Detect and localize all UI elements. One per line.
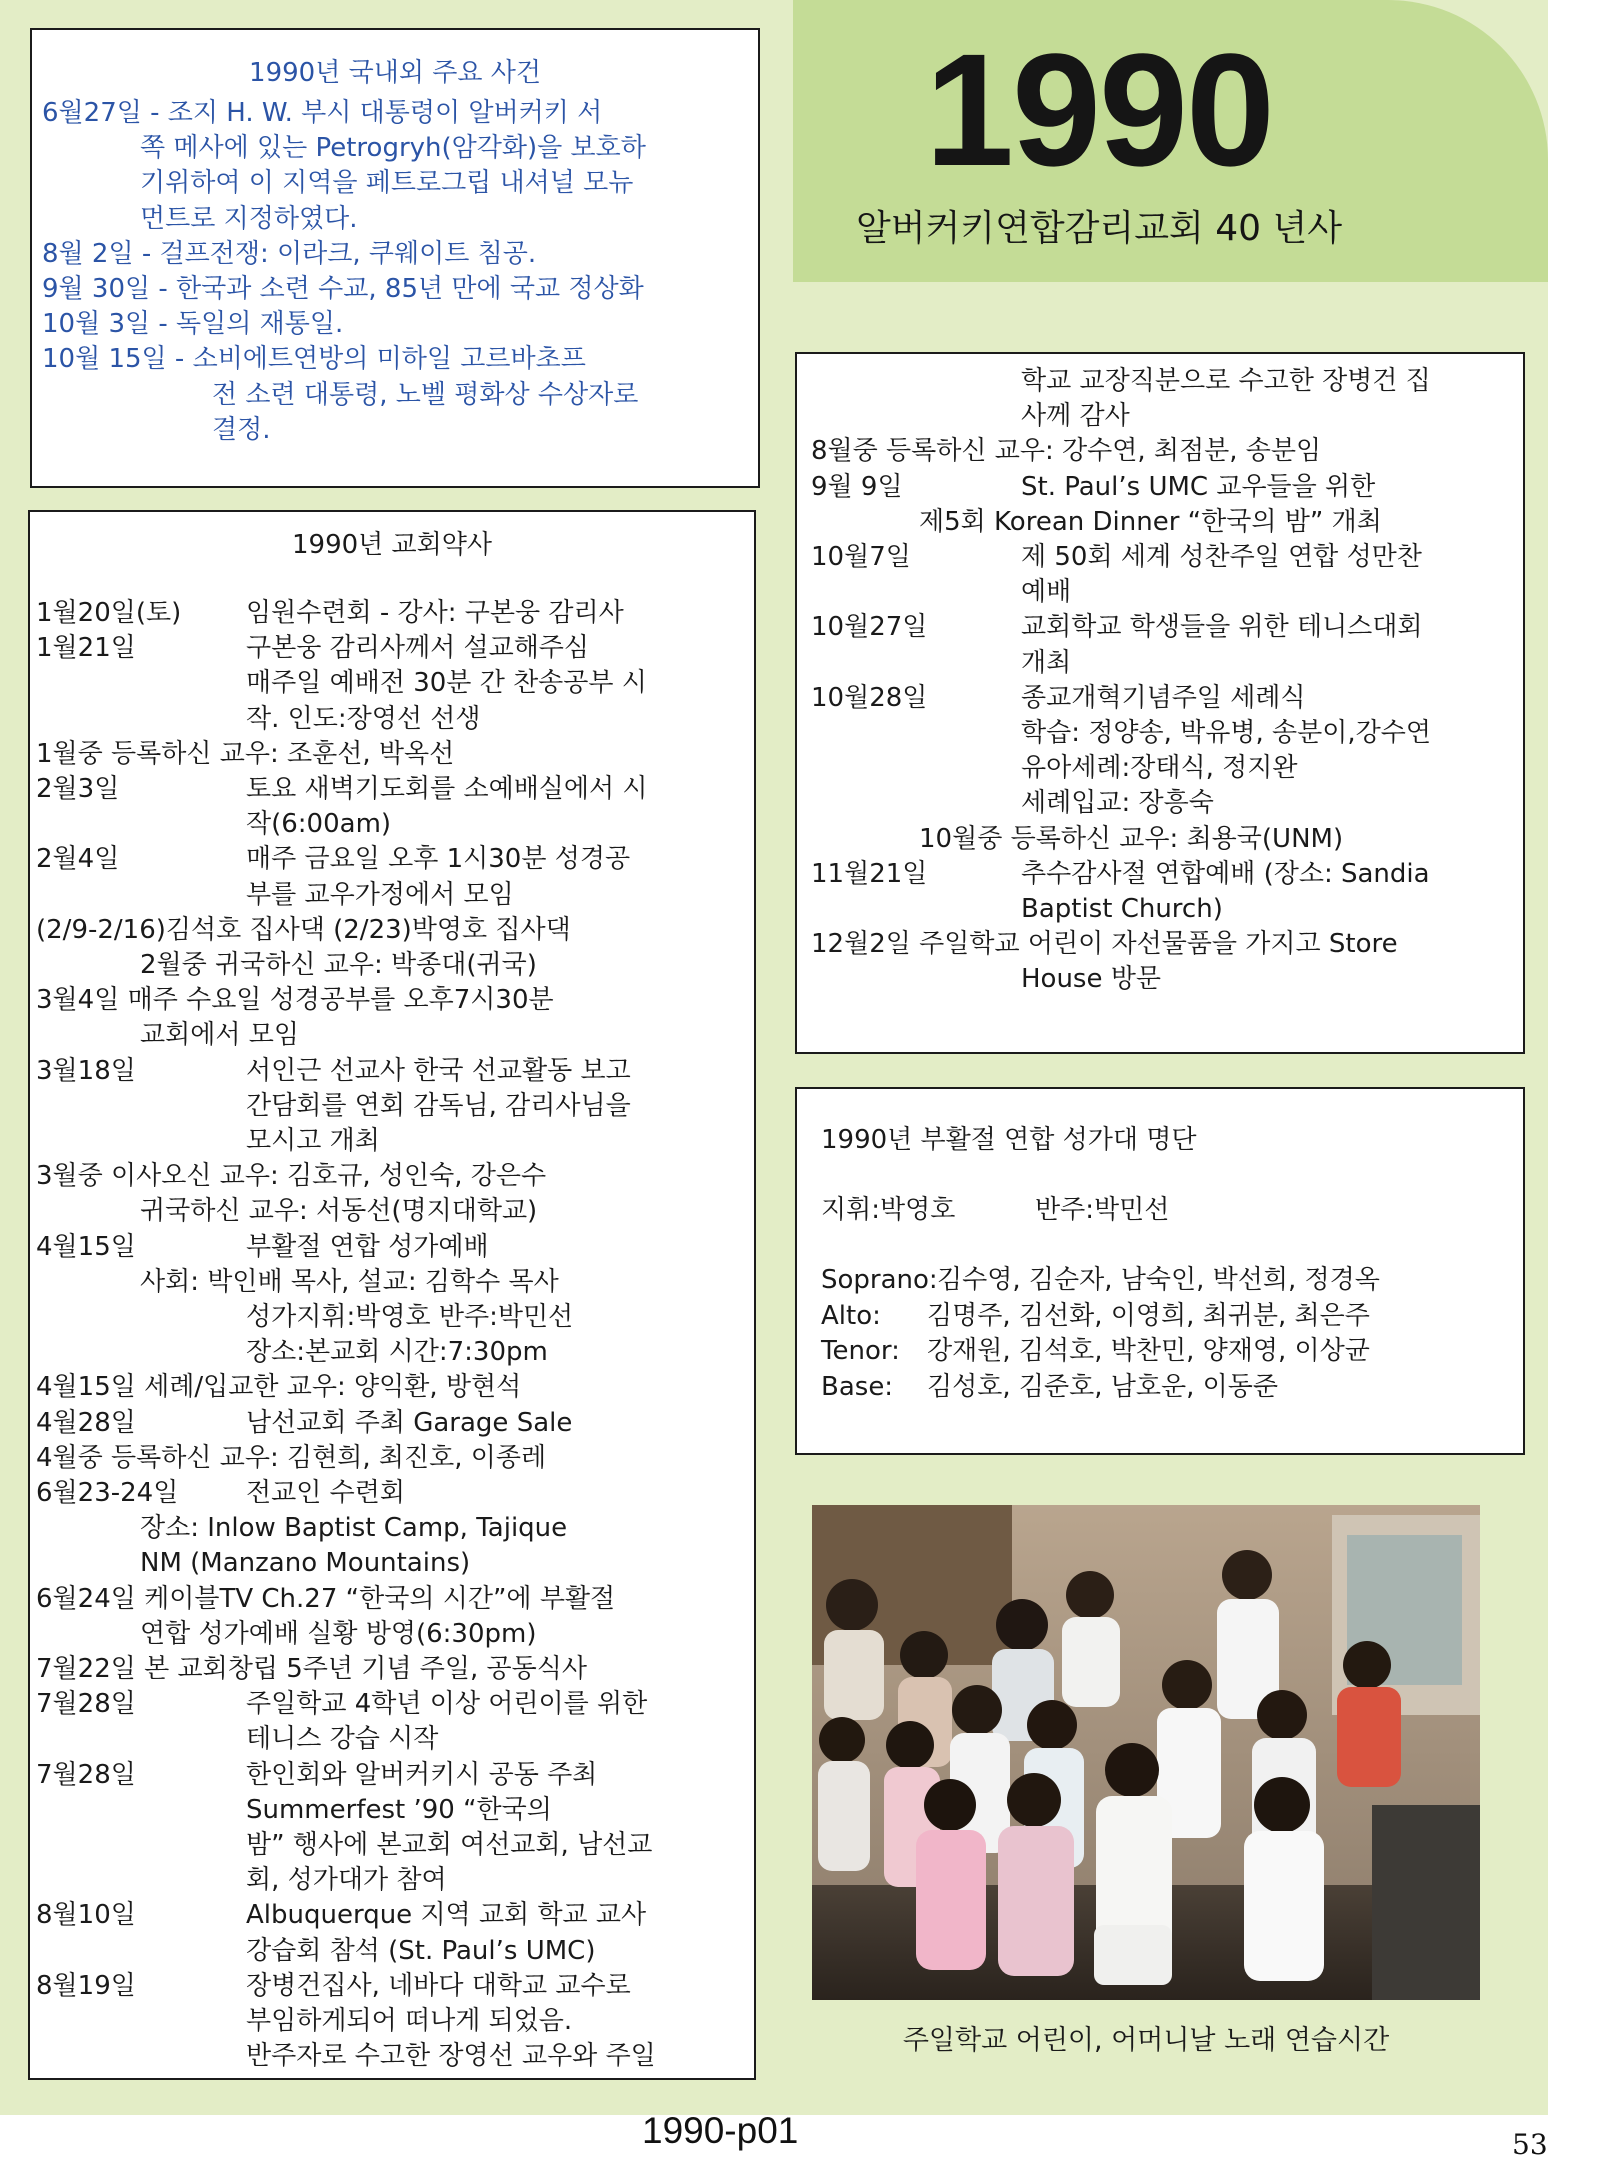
history-entry: Summerfest ’90 “한국의 xyxy=(246,1794,552,1825)
history-date: 11월21일 xyxy=(811,858,928,889)
history-entry: 학교 교장직분으로 수고한 장병건 집 xyxy=(1021,366,1431,396)
choir-title: 1990년 부활절 연합 성가대 명단 xyxy=(821,1125,1197,1155)
history-entry: 개최 xyxy=(1021,647,1072,678)
history-entry: Albuquerque 지역 교회 학교 교사 xyxy=(246,1900,647,1931)
world-event-line: 전 소련 대통령, 노벨 평화상 수상자로 xyxy=(212,379,639,410)
history-date: 7월28일 xyxy=(36,1759,136,1790)
choir-part-name: Tenor: xyxy=(821,1336,900,1366)
choir-conductor: 지휘:박영호 xyxy=(821,1195,956,1225)
history-date: 12월2일 주일학교 어린이 자선물품을 가지고 Store xyxy=(811,929,1398,960)
history-date: 4월중 등록하신 교우: 김현희, 최진호, 이종레 xyxy=(36,1442,547,1473)
world-event-line: 먼트로 지정하였다. xyxy=(140,203,358,234)
history-date: 3월18일 xyxy=(36,1055,136,1086)
history-entry: 유아세례:장태식, 정지완 xyxy=(1021,753,1298,784)
history-entry: 매주 금요일 오후 1시30분 성경공 xyxy=(246,844,631,875)
history-entry: 세례입교: 장흥숙 xyxy=(1021,788,1214,819)
history-entry: 구본웅 감리사께서 설교해주심 xyxy=(246,633,590,664)
history-entry: 한인회와 알버커키시 공동 주최 xyxy=(246,1759,598,1790)
history-date: 8월19일 xyxy=(36,1970,136,2001)
history-entry: 부활절 연합 성가예배 xyxy=(246,1231,489,1262)
choir-part-members: 강재원, 김석호, 박찬민, 양재영, 이상균 xyxy=(927,1336,1370,1366)
history-entry: 작. 인도:장영선 선생 xyxy=(246,703,481,734)
church-history-title: 1990년 교회약사 xyxy=(291,530,492,560)
history-date: 2월4일 xyxy=(36,844,120,875)
history-date: 1월21일 xyxy=(36,633,136,664)
world-event-line: 10월 15일 - 소비에트연방의 미하일 고르바초프 xyxy=(42,344,586,375)
history-entry: 남선교회 주최 Garage Sale xyxy=(246,1407,573,1438)
history-entry: 작(6:00am) xyxy=(246,809,392,840)
world-event-line: 6월27일 - 조지 H. W. 부시 대통령이 알버커키 서 xyxy=(42,98,603,128)
history-subtitle: 알버커키연합감리교회 40 년사 xyxy=(855,208,1342,249)
photo-caption: 주일학교 어린이, 어머니날 노래 연습시간 xyxy=(902,2025,1390,2056)
history-date: 3월4일 매주 수요일 성경공부를 오후7시30분 xyxy=(36,985,554,1016)
history-date: 4월15일 xyxy=(36,1231,136,1262)
world-events-title: 1990년 국내외 주요 사건 xyxy=(249,58,541,88)
history-entry: 간담회를 연회 감독님, 감리사님을 xyxy=(246,1090,631,1121)
history-entry: 사께 감사 xyxy=(1021,401,1130,432)
history-entry: 토요 새벽기도회를 소예배실에서 시 xyxy=(246,774,648,804)
history-entry: 학습: 정양송, 박유병, 송분이,강수연 xyxy=(1021,718,1431,748)
history-date: 6월24일 케이블TV Ch.27 “한국의 시간”에 부활절 xyxy=(36,1583,616,1614)
history-entry: 강습회 참석 (St. Paul’s UMC) xyxy=(246,1935,596,1966)
world-event-line: 쪽 메사에 있는 Petrogryh(암각화)을 보호하 xyxy=(140,133,646,164)
choir-part-members: 김성호, 김준호, 남호운, 이동준 xyxy=(927,1371,1278,1402)
history-entry: 장소:본교회 시간:7:30pm xyxy=(246,1337,548,1368)
history-entry: 전교인 수련회 xyxy=(246,1478,405,1508)
history-entry: House 방문 xyxy=(1021,964,1161,995)
history-date: 10월중 등록하신 교우: 최용국(UNM) xyxy=(919,823,1344,854)
history-entry: 서인근 선교사 한국 선교활동 보고 xyxy=(246,1055,631,1086)
choir-part-name: Alto: xyxy=(821,1300,881,1331)
page-label: 1990-p01 xyxy=(642,2110,799,2151)
history-entry: 추수감사절 연합예배 (장소: Sandia xyxy=(1021,858,1430,889)
history-date: 8월중 등록하신 교우: 강수연, 최점분, 송분임 xyxy=(811,436,1322,467)
history-entry: Baptist Church) xyxy=(1021,894,1223,924)
page-number: 53 xyxy=(1512,2128,1548,2161)
choir-part-name: Base: xyxy=(821,1371,894,1402)
church-history-cont-box xyxy=(795,352,1525,1054)
choir-part-name: Soprano: xyxy=(821,1265,938,1295)
history-date: 2월중 귀국하신 교우: 박종대(귀국) xyxy=(140,950,537,980)
history-date: NM (Manzano Mountains) xyxy=(140,1548,471,1579)
history-entry: 부임하게되어 떠나게 되었음. xyxy=(246,2006,573,2036)
history-entry: 테니스 강습 시작 xyxy=(246,1724,439,1755)
history-date: 8월10일 xyxy=(36,1900,136,1931)
history-date: 사회: 박인배 목사, 설교: 김학수 목사 xyxy=(140,1266,559,1297)
history-date: 1월중 등록하신 교우: 조훈선, 박옥선 xyxy=(36,738,455,769)
church-history-box xyxy=(28,510,756,2080)
year-title: 1990 xyxy=(925,20,1273,199)
history-entry: St. Paul’s UMC 교우들을 위한 xyxy=(1021,471,1376,502)
history-date: 장소: Inlow Baptist Camp, Tajique xyxy=(140,1513,568,1544)
history-date: 10월7일 xyxy=(811,542,911,572)
history-date: 7월28일 xyxy=(36,1689,136,1720)
history-date: 연합 성가예배 실황 방영(6:30pm) xyxy=(140,1618,537,1649)
sunday-school-photo xyxy=(812,1505,1480,2000)
history-date: (2/9-2/16)김석호 집사댁 (2/23)박영호 집사댁 xyxy=(36,914,571,945)
history-date: 7월22일 본 교회창립 5주년 기념 주일, 공동식사 xyxy=(36,1654,587,1684)
world-event-line: 10월 3일 - 독일의 재통일. xyxy=(42,309,344,340)
history-entry: 회, 성가대가 참여 xyxy=(246,1865,447,1896)
history-date: 6월23-24일 xyxy=(36,1478,179,1508)
history-date: 제5회 Korean Dinner “한국의 밤” 개최 xyxy=(919,506,1382,537)
history-entry: 예배 xyxy=(1021,577,1072,608)
history-date: 4월15일 세례/입교한 교우: 양익환, 방현석 xyxy=(36,1372,522,1403)
history-date: 2월3일 xyxy=(36,774,120,804)
choir-part-members: 김명주, 김선화, 이영희, 최귀분, 최은주 xyxy=(927,1300,1370,1331)
choir-accompanist: 반주:박민선 xyxy=(1035,1195,1170,1225)
world-event-line: 8월 2일 - 걸프전쟁: 이라크, 쿠웨이트 침공. xyxy=(42,238,537,269)
history-date: 10월28일 xyxy=(811,682,928,713)
world-event-line: 9월 30일 - 한국과 소련 수교, 85년 만에 국교 정상화 xyxy=(42,274,644,304)
history-entry: 모시고 개최 xyxy=(246,1126,380,1156)
history-date: 3월중 이사오신 교우: 김호규, 성인숙, 강은수 xyxy=(36,1161,547,1192)
history-entry: 제 50회 세계 성찬주일 연합 성만찬 xyxy=(1021,542,1422,572)
history-date: 10월27일 xyxy=(811,612,928,643)
choir-box xyxy=(795,1087,1525,1455)
history-entry: 밤” 행사에 본교회 여선교회, 남선교 xyxy=(246,1830,653,1860)
history-date: 교회에서 모임 xyxy=(140,1020,299,1051)
history-entry: 주일학교 4학년 이상 어린이를 위한 xyxy=(246,1689,648,1720)
history-entry: 종교개혁기념주일 세례식 xyxy=(1021,682,1306,713)
choir-part-members: 김수영, 김순자, 남숙인, 박선희, 정경옥 xyxy=(937,1265,1380,1295)
history-entry: 임원수련회 - 강사: 구본웅 감리사 xyxy=(246,598,624,628)
history-date: 4월28일 xyxy=(36,1407,136,1438)
history-date: 9월 9일 xyxy=(811,471,903,502)
history-date: 귀국하신 교우: 서동선(명지대학교) xyxy=(140,1196,538,1227)
history-entry: 장병건집사, 네바다 대학교 교수로 xyxy=(246,1970,631,2001)
history-entry: 성가지휘:박영호 반주:박민선 xyxy=(246,1302,574,1332)
history-date: 1월20일(토) xyxy=(36,598,182,628)
world-event-line: 결정. xyxy=(212,414,271,445)
world-event-line: 기위하여 이 지역을 페트로그립 내셔널 모뉴 xyxy=(140,168,634,199)
world-events-box xyxy=(30,28,760,488)
history-entry: 매주일 예배전 30분 간 찬송공부 시 xyxy=(246,668,647,699)
history-entry: 반주자로 수고한 장영선 교우와 주일 xyxy=(246,2041,656,2072)
history-entry: 부를 교우가정에서 모임 xyxy=(246,879,514,910)
history-entry: 교회학교 학생들을 위한 테니스대회 xyxy=(1021,612,1423,643)
